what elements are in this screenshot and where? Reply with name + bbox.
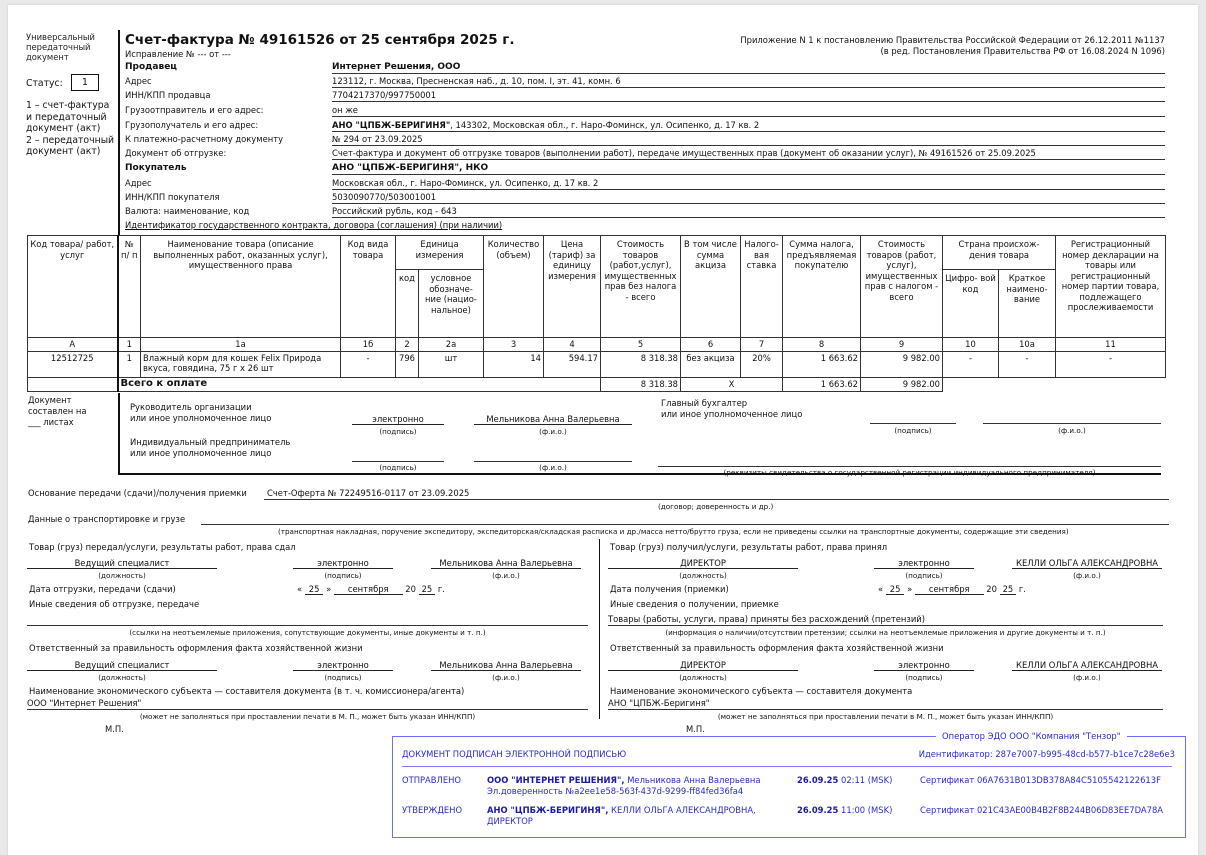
entity-caption: (может не заполняться при проставлении печати в М. П., может быть указан ИНН/КПП) [139, 712, 476, 721]
transport-line [201, 524, 1169, 525]
entity-line [608, 709, 1163, 710]
field-underline [332, 159, 1165, 160]
th-qty: Количество (объем) [484, 236, 544, 338]
field-underline [332, 203, 1165, 204]
ip-label-line: или иное уполномоченное лицо [130, 448, 272, 458]
column-number: 4 [544, 338, 601, 352]
edo-divider [402, 766, 1172, 767]
sent-cert: Сертификат 06A7631B013DB378A84C5105542122613F [920, 775, 1161, 785]
entity-value: АНО "ЦПБЖ-Беригиня" [608, 698, 710, 708]
other-label: Иные сведения об отгрузке, передаче [29, 599, 200, 609]
total-empty [28, 377, 118, 391]
field-value: он же [332, 105, 358, 115]
field-underline [332, 87, 1165, 88]
sign-value: электронно [874, 558, 974, 569]
entity-label: Наименование экономического субъекта — составителя документа [610, 686, 913, 696]
date-month: сентября [915, 584, 984, 595]
sheets-line: Документ [28, 395, 72, 405]
column-number: 1 [118, 338, 141, 352]
th-reg: Регистрационный номер декларации на товары или регистрационный номер партии товара, подлежащего прослеживаемости [1056, 236, 1166, 338]
invoice-table [27, 235, 1166, 392]
edo-identifier: Идентификатор: 287e7007-b995-48cd-b577-b1ce7c28e6e3 [918, 749, 1175, 759]
sent-person: Мельникова Анна Валерьевна [624, 775, 761, 785]
field-label: Валюта: наименование, код [125, 206, 250, 216]
sent-label: ОТПРАВЛЕНО [402, 775, 462, 785]
cell-country-code: - [943, 351, 999, 377]
field-label: Грузополучатель и его адрес: [125, 120, 259, 130]
th-unit-code: код [396, 270, 419, 338]
date-value: « 25 » сентября 20 25 г. [878, 584, 1026, 594]
field-underline [332, 145, 1165, 146]
date-day: 25 [886, 584, 905, 595]
resp-name: КЕЛЛИ ОЛЬГА АЛЕКСАНДРОВНА [1012, 660, 1162, 671]
column-number: 1а [141, 338, 341, 352]
total-label: Всего к оплате [118, 377, 601, 391]
accountant-fio-line [983, 423, 1161, 424]
date-label: Дата получения (приемки) [610, 584, 729, 594]
column-numbers-row [28, 338, 1166, 352]
name-value: КЕЛЛИ ОЛЬГА АЛЕКСАНДРОВНА [1012, 558, 1162, 569]
column-number: 8 [783, 338, 861, 352]
field-value: АНО "ЦПБЖ-БЕРИГИНЯ", НКО [332, 163, 489, 173]
th-total: Стоимость товаров (работ, услуг), имущественных прав с налогом - всего [861, 236, 943, 338]
other-caption: (информация о наличии/отсутствии претензии; ссылки на неотъемлемые приложения и другие документы и т. п.) [665, 628, 1106, 637]
field-underline [332, 217, 1165, 218]
date-year: 25 [419, 584, 436, 595]
fio-caption: (ф.и.о.) [539, 463, 567, 472]
head-label [130, 402, 271, 424]
ip-label-line: Индивидуальный предприниматель [130, 437, 291, 447]
field-value: № 294 от 23.09.2025 [332, 134, 423, 144]
status-legend [26, 100, 114, 158]
cell-code: 12512725 [28, 351, 118, 377]
doc-type-line: Универсальный [26, 32, 95, 42]
th-country: Страна происхож- дения товара [943, 236, 1056, 270]
basis-value: Счет-Оферта № 72249516-0117 от 23.09.2025 [267, 488, 470, 498]
approved-position: ДИРЕКТОР [487, 816, 533, 826]
field-label: Документ об отгрузке: [125, 148, 227, 158]
column-number: 9 [861, 338, 943, 352]
accountant-label-line: или иное уполномоченное лицо [661, 409, 803, 419]
field-label: ИНН/КПП продавца [125, 90, 211, 100]
position-caption: (должность) [679, 673, 727, 682]
column-number: 5 [601, 338, 681, 352]
basis-label: Основание передачи (сдачи)/получения приемки [28, 488, 247, 498]
sign-caption: (подпись) [324, 571, 362, 580]
basis-line [264, 499, 1169, 500]
cell-rate: 20% [741, 351, 783, 377]
date-year: 25 [1000, 584, 1017, 595]
other-line [608, 625, 1163, 626]
field-underline [332, 174, 1165, 175]
resp-sign: электронно [874, 660, 974, 671]
field-value-rest: , 143302, Московская обл., г. Наро-Фоминск, ул. Осипенко, д. 17 кв. 2 [450, 120, 760, 130]
th-cost: Стоимость товаров (работ,услуг), имущественных прав без налога - всего [601, 236, 681, 338]
approved-datetime [797, 805, 892, 815]
correction-line: Исправление № --- от --- [125, 49, 231, 59]
entity-caption: (может не заполняться при проставлении печати в М. П., может быть указан ИНН/КПП) [717, 712, 1054, 721]
sign-caption: (подпись) [905, 571, 943, 580]
sent-date: 26.09.25 [797, 775, 839, 785]
block-title: Товар (груз) получил/услуги, результаты работ, права принял [610, 542, 888, 552]
field-label: Покупатель [125, 163, 187, 173]
sent-poa: Эл.доверенность №a2ee1e58-563f-437d-9299-ff84fed36fa4 [487, 786, 744, 796]
position-caption: (должность) [679, 571, 727, 580]
date-day: 25 [305, 584, 324, 595]
sent-datetime [797, 775, 892, 785]
side-separator [118, 30, 120, 235]
approved-date: 26.09.25 [797, 805, 839, 815]
head-name: Мельникова Анна Валерьевна [474, 414, 632, 425]
sign-caption: (подпись) [324, 673, 362, 682]
sign-caption: (подпись) [894, 426, 932, 435]
stamp-label: М.П. [686, 724, 705, 734]
sent-time: 02:11 (MSK) [838, 775, 893, 785]
cell-unit-name: шт [419, 351, 484, 377]
cell-cost: 8 318.38 [601, 351, 681, 377]
field-value: Интернет Решения, ООО [332, 62, 461, 72]
invoice-title: Счет-фактура № 49161526 от 25 сентября 2025 г. [125, 32, 515, 48]
legend-line: 2 – передаточный [26, 134, 115, 146]
field-label: Продавец [125, 62, 177, 72]
fio-caption: (ф.и.о.) [539, 427, 567, 436]
resp-label: Ответственный за правильность оформления факта хозяйственной жизни [29, 643, 363, 653]
position-value: ДИРЕКТОР [608, 558, 798, 569]
sign-caption: (подпись) [379, 463, 417, 472]
other-value: Товары (работы, услуги, права) приняты без расхождений (претензий) [608, 614, 925, 624]
column-number: 10 [943, 338, 999, 352]
total-row [28, 377, 1166, 391]
fio-caption: (ф.и.о.) [1073, 673, 1101, 682]
sign-value: электронно [293, 558, 393, 569]
appendix-line-1: Приложение N 1 к постановлению Правительства Российской Федерации от 26.12.2011 №1137 [740, 35, 1165, 45]
doc-type-label [26, 32, 95, 62]
cell-tax: 1 663.62 [783, 351, 861, 377]
sheets-line: ___ листах [28, 417, 74, 427]
sheets-line: составлен на [28, 406, 87, 416]
doc-type-line: документ [26, 52, 69, 62]
date-label: Дата отгрузки, передачи (сдачи) [29, 584, 176, 594]
field-underline [332, 189, 1165, 190]
field-label: Грузоотправитель и его адрес: [125, 105, 264, 115]
entity-value: ООО "Интернет Решения" [27, 698, 142, 708]
th-country-name: Краткое наимено- вание [999, 270, 1056, 338]
field-value-bold: АНО "ЦПБЖ-БЕРИГИНЯ" [332, 120, 451, 130]
field-label: К платежно-расчетному документу [125, 134, 284, 144]
cell-kind: - [341, 351, 396, 377]
column-number: 7 [741, 338, 783, 352]
fio-caption: (ф.и.о.) [492, 571, 520, 580]
fio-caption: (ф.и.о.) [1073, 571, 1101, 580]
cell-name: Влажный корм для кошек Felix Природа вкуса, говядина, 75 г х 26 шт [141, 351, 341, 377]
field-value: 123112, г. Москва, Пресненская наб., д. 10, пом. I, эт. 41, комн. 6 [332, 76, 621, 86]
legend-line: документ (акт) [26, 146, 101, 157]
appendix-line-2: (в ред. Постановления Правительства РФ от 16.08.2024 N 1096) [880, 46, 1165, 56]
cell-reg: - [1056, 351, 1166, 377]
th-rate: Налого- вая ставка [741, 236, 783, 338]
resp-position: Ведущий специалист [27, 660, 217, 671]
th-unit: Единица измерения [396, 236, 484, 270]
fio-caption: (ф.и.о.) [492, 673, 520, 682]
column-number: 6 [681, 338, 741, 352]
head-sign: электронно [352, 414, 444, 425]
approved-label: УТВЕРЖДЕНО [402, 805, 463, 815]
field-label: ИНН/КПП покупателя [125, 192, 220, 202]
sent-signer [487, 775, 761, 785]
position-caption: (должность) [98, 571, 146, 580]
date-month: сентября [334, 584, 403, 595]
cell-num: 1 [118, 351, 141, 377]
th-unit-name: условное обозначе- ние (нацио- нальное) [419, 270, 484, 338]
other-line [27, 625, 588, 626]
sign-caption: (подпись) [905, 673, 943, 682]
cell-unit-code: 796 [396, 351, 419, 377]
parties-separator [599, 539, 600, 719]
th-excise: В том числе сумма акциза [681, 236, 741, 338]
total-sum: 9 982.00 [861, 377, 943, 391]
th-country-code: Цифро- вой код [943, 270, 999, 338]
total-excise: Х [681, 377, 783, 391]
th-tax: Сумма налога, предъявляемая покупателю [783, 236, 861, 338]
field-label: Идентификатор государственного контракта, договора (соглашения) (при наличии) [125, 220, 503, 230]
field-value: Счет-фактура и документ об отгрузке товаров (выполнении работ), передаче имущественных прав (документ об оказании услуг), № 49161526 от 25.09.2025 [332, 148, 1036, 158]
th-kind: Код вида товара [341, 236, 396, 338]
th-price: Цена (тариф) за единицу измерения [544, 236, 601, 338]
resp-position: ДИРЕКТОР [608, 660, 798, 671]
name-value: Мельникова Анна Валерьевна [431, 558, 581, 569]
th-code: Код товара/ работ, услуг [28, 236, 118, 338]
column-number: 3 [484, 338, 544, 352]
legend-line: 1 – счет-фактура [26, 100, 110, 111]
edo-operator: Оператор ЭДО ООО "Компания "Тензор" [936, 731, 1127, 741]
edo-signature-box [392, 731, 1186, 838]
approved-person: КЕЛЛИ ОЛЬГА АЛЕКСАНДРОВНА, [608, 805, 756, 815]
ip-fio-line [474, 461, 632, 462]
head-label-line: Руководитель организации [130, 402, 252, 412]
field-value [332, 120, 759, 130]
ip-requisites-line [658, 466, 1161, 467]
field-underline [332, 116, 1165, 117]
field-underline [332, 131, 1165, 132]
sign-caption: (подпись) [379, 427, 417, 436]
column-number: 11 [1056, 338, 1166, 352]
ip-label [130, 437, 290, 459]
head-label-line: или иное уполномоченное лицо [130, 413, 272, 423]
sign-separator [118, 393, 120, 473]
th-name: Наименование товара (описание выполненных работ, оказанных услуг), имущественного права [141, 236, 341, 338]
field-value: Московская обл., г. Наро-Фоминск, ул. Осипенко, д. 17 кв. 2 [332, 178, 599, 188]
field-label: Адрес [125, 178, 152, 188]
fio-caption: (ф.и.о.) [1058, 426, 1086, 435]
cell-country-name: - [999, 351, 1056, 377]
position-caption: (должность) [98, 673, 146, 682]
table-row [28, 351, 1166, 377]
column-number: А [28, 338, 118, 352]
transport-caption: (транспортная накладная, поручение экспедитору, экспедиторская/складская расписка и др./масса нетто/брутто груза, если не приведены ссылки на транспортные документы, содержащие эти сведения) [278, 527, 1069, 536]
status-label: Статус: [26, 78, 63, 89]
other-label: Иные сведения о получении, приемке [610, 599, 779, 609]
accountant-sign-line [870, 423, 956, 424]
field-label: Адрес [125, 76, 152, 86]
accountant-label-line: Главный бухгалтер [661, 398, 748, 408]
block-title: Товар (груз) передал/услуги, результаты работ, права сдал [29, 542, 296, 552]
field-value: Российский рубль, код - 643 [332, 206, 457, 216]
resp-sign: электронно [293, 660, 393, 671]
field-value: 7704217370/997750001 [332, 90, 437, 100]
transport-label: Данные о транспортировке и грузе [28, 514, 186, 524]
field-underline [332, 73, 1165, 74]
resp-label: Ответственный за правильность оформления факта хозяйственной жизни [610, 643, 944, 653]
other-caption: (ссылки на неотъемлемые приложения, сопутствующие документы, иные документы и т. п.) [129, 628, 486, 637]
sheets-note [28, 395, 87, 428]
ip-sign-line [352, 461, 444, 462]
field-underline [332, 101, 1165, 102]
edo-title: ДОКУМЕНТ ПОДПИСАН ЭЛЕКТРОННОЙ ПОДПИСЬЮ [402, 749, 627, 759]
status-value-box: 1 [71, 74, 99, 91]
doc-type-line: передаточный [26, 42, 91, 52]
basis-caption: (договор; доверенность и др.) [658, 502, 774, 511]
approved-time: 11:00 (MSK) [838, 805, 893, 815]
stamp-label: М.П. [105, 724, 124, 734]
sent-org: ООО "ИНТЕРНЕТ РЕШЕНИЯ", [487, 775, 625, 785]
legend-line: и передаточный [26, 111, 107, 123]
column-number: 2 [396, 338, 419, 352]
cell-qty: 14 [484, 351, 544, 377]
column-number: 10а [999, 338, 1056, 352]
cell-total: 9 982.00 [861, 351, 943, 377]
approved-signer [487, 805, 756, 815]
field-value: 5030090770/503001001 [332, 192, 437, 202]
resp-name: Мельникова Анна Валерьевна [431, 660, 581, 671]
accountant-label [661, 398, 802, 420]
total-cost: 8 318.38 [601, 377, 681, 391]
entity-line [27, 709, 588, 710]
position-value: Ведущий специалист [27, 558, 217, 569]
total-tax: 1 663.62 [783, 377, 861, 391]
legend-line: документ (акт) [26, 123, 101, 134]
ip-requisites-caption: (реквизиты свидетельства о государственной регистрации индивидуального предпринимателя) [723, 468, 1096, 477]
cell-price: 594.17 [544, 351, 601, 377]
approved-org: АНО "ЦПБЖ-БЕРИГИНЯ", [487, 805, 609, 815]
th-num: № п/ п [118, 236, 141, 338]
date-value: « 25 » сентября 20 25 г. [297, 584, 445, 594]
document-page [8, 5, 1198, 855]
entity-label: Наименование экономического субъекта — составителя документа (в т. ч. комиссионера/агента) [29, 686, 465, 696]
approved-cert: Сертификат 021C43AE00B4B2F8B244B06D83EE7DA78A [920, 805, 1164, 815]
column-number: 2а [419, 338, 484, 352]
column-number: 1б [341, 338, 396, 352]
cell-excise: без акциза [681, 351, 741, 377]
total-blank [943, 377, 1166, 391]
